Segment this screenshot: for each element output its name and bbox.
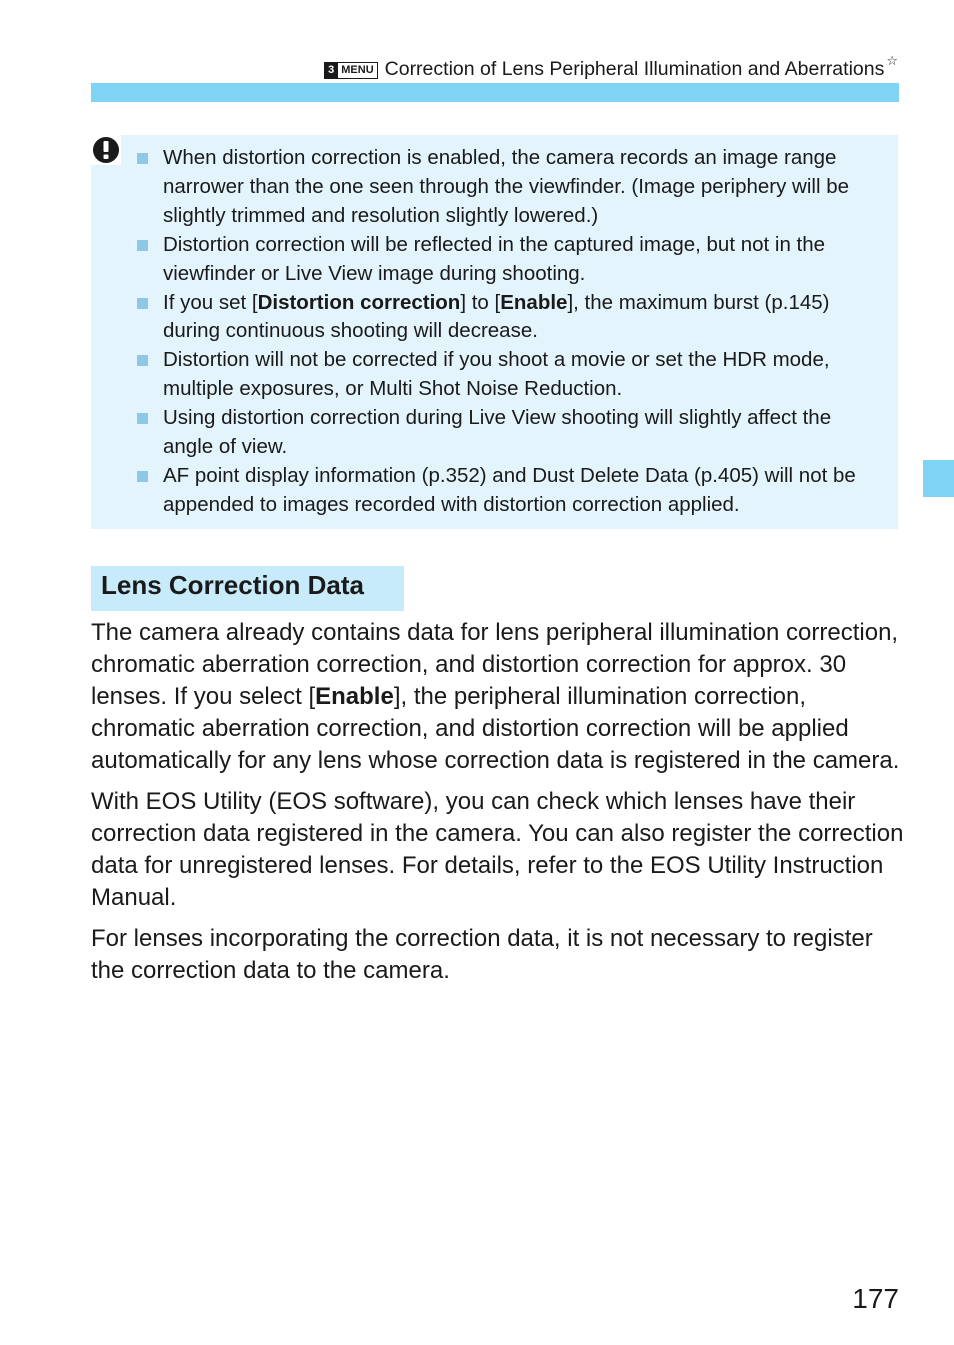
paragraph: For lenses incorporating the correction data, it is not necessary to register the correction data to the camera.: [91, 925, 873, 984]
menu-tab-icon: [324, 52, 378, 82]
caution-item: When distortion correction is enabled, the camera records an image range narrower than the one seen through the viewfinder. (Image periphery will be slightly trimmed and resolution slightly lowered.): [91, 144, 883, 231]
menu-tab-label: MENU: [337, 62, 377, 79]
menu-setting-value: Enable: [315, 683, 394, 710]
caution-item: AF point display information (p.352) and Dust Delete Data (p.405) will not be appended to images recorded with distortion correction applied.: [91, 462, 883, 520]
caution-box: [91, 135, 898, 529]
bullet-icon: [137, 355, 148, 366]
paragraph: With EOS Utility (EOS software), you can check which lenses have their correction data registered in the camera. You can also register the correction data for unregistered lenses. For details, refer to the EOS Utility Instruction Manual.: [91, 788, 904, 911]
chapter-side-tab: [923, 460, 954, 497]
page-number: 177: [852, 1283, 899, 1314]
bullet-icon: [137, 413, 148, 424]
header-title: Correction of Lens Peripheral Illumination and Aberrations: [384, 58, 885, 80]
bullet-icon: [137, 240, 148, 251]
menu-setting-name: Distortion correction: [257, 290, 461, 314]
menu-tab-number: 3: [324, 62, 338, 79]
caution-item: Distortion correction will be reflected in the captured image, but not in the viewfinder or Live View image during shooting.: [91, 231, 883, 289]
section-title: Lens Correction Data: [101, 570, 364, 600]
bullet-icon: [137, 153, 148, 164]
bullet-icon: [137, 471, 148, 482]
menu-setting-value: Enable: [500, 290, 568, 314]
paragraph: The camera already contains data for lens peripheral illumination correction, chromatic aberration correction, and distortion correction for approx. 30 lenses. If you select [Enable], the peripheral illumination correction, chromatic aberration correction, and distortion correction will be applied automatically for any lens whose correction data is registered in the camera.: [91, 619, 900, 774]
header-bar: [91, 83, 899, 102]
body-text: [91, 617, 906, 996]
caution-item: Using distortion correction during Live View shooting will slightly affect the angle of view.: [91, 404, 883, 462]
section-heading: [91, 566, 404, 611]
star-icon: ☆: [886, 53, 898, 68]
caution-item: Distortion will not be corrected if you shoot a movie or set the HDR mode, multiple exposures, or Multi Shot Noise Reduction.: [91, 346, 883, 404]
bullet-icon: [137, 298, 148, 309]
caution-list: [91, 144, 883, 520]
page-header: [0, 46, 898, 84]
caution-item: If you set [Distortion correction] to [Enable], the maximum burst (p.145) during continuous shooting will decrease.: [91, 289, 883, 347]
